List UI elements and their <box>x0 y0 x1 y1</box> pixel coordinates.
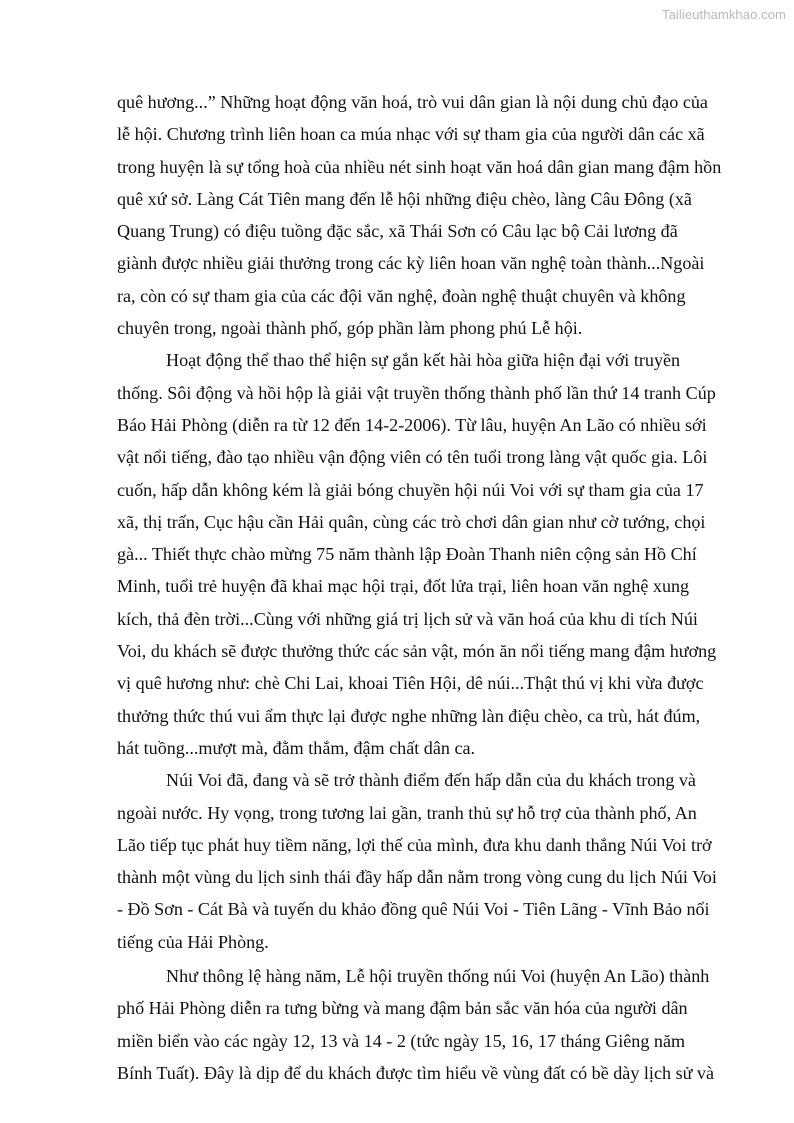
text-line: miền biển vào các ngày 12, 13 và 14 - 2 (tức ngày 15, 16, 17 tháng Giêng năm <box>117 1030 686 1051</box>
text-line: Voi, du khách sẽ được thưởng thức các sản vật, món ăn nổi tiếng mang đậm hương <box>117 641 717 662</box>
watermark: Tailieuthamkhao.com <box>661 7 786 22</box>
text-line: Lão tiếp tục phát huy tiềm năng, lợi thế của mình, đưa khu danh thắng Núi Voi trở <box>117 834 712 855</box>
paragraph-1 <box>117 86 743 344</box>
text-line: thành một vùng du lịch sinh thái đầy hấp dẫn nằm trong vòng cung du lịch Núi Voi <box>117 867 717 888</box>
text-line: quê xứ sở. Làng Cát Tiên mang đến lễ hội những điệu chèo, làng Câu Đông (xã <box>117 188 692 209</box>
text-line: chuyên trong, ngoài thành phố, góp phần làm phong phú Lễ hội. <box>117 318 583 339</box>
text-line: Báo Hải Phòng (diễn ra từ 12 đến 14-2-2006). Từ lâu, huyện An Lão có nhiều sới <box>117 414 707 435</box>
text-line: Minh, tuổi trẻ huyện đã khai mạc hội trại, đốt lửa trại, liên hoan văn nghệ xung <box>117 576 690 597</box>
text-line: phố Hải Phòng diễn ra tưng bừng và mang đậm bản sắc văn hóa của người dân <box>117 998 688 1019</box>
text-line: Quang Trung) có điệu tuồng đặc sắc, xã Thái Sơn có Câu lạc bộ Cải lương đã <box>117 221 678 242</box>
text-line: vật nổi tiếng, đào tạo nhiều vận động viên có tên tuổi trong làng vật quốc gia. Lôi <box>117 447 708 468</box>
text-line: trong huyện là sự tổng hoà của nhiều nét sinh hoạt văn hoá dân gian mang đậm hồn <box>117 156 722 177</box>
text-line: tiếng của Hải Phòng. <box>117 931 269 952</box>
text-line: vị quê hương như: chè Chi Lai, khoai Tiên Hội, dê núi...Thật thú vị khi vừa được <box>117 673 704 694</box>
paragraph-3 <box>117 764 743 958</box>
text-line: lễ hội. Chương trình liên hoan ca múa nhạc với sự tham gia của người dân các xã <box>117 124 705 145</box>
text-line: ra, còn có sự tham gia của các đội văn nghệ, đoàn nghệ thuật chuyên và không <box>117 285 686 306</box>
text-line: - Đồ Sơn - Cát Bà và tuyến du khảo đồng quê Núi Voi - Tiên Lãng - Vĩnh Bảo nổi <box>117 899 710 920</box>
document-body <box>117 86 743 1089</box>
text-line: gà... Thiết thực chào mừng 75 năm thành lập Đoàn Thanh niên cộng sản Hồ Chí <box>117 544 697 565</box>
text-line: Núi Voi đã, đang và sẽ trở thành điểm đến hấp dẫn của du khách trong và <box>166 770 696 791</box>
text-line: giành được nhiều giải thưởng trong các kỳ liên hoan văn nghệ toàn thành...Ngoài <box>117 253 705 274</box>
text-line: kích, thả đèn trời...Cùng với những giá trị lịch sử và văn hoá của khu di tích Núi <box>117 608 698 629</box>
text-line: ngoài nước. Hy vọng, trong tương lai gần, tranh thủ sự hỗ trợ của thành phố, An <box>117 802 697 823</box>
text-line: cuốn, hấp dẫn không kém là giải bóng chuyền hội núi Voi với sự tham gia của 17 <box>117 479 704 500</box>
paragraph-4 <box>117 960 743 1089</box>
text-line: hát tuồng...mượt mà, đằm thắm, đậm chất dân ca. <box>117 737 476 758</box>
text-line: Như thông lệ hàng năm, Lễ hội truyền thống núi Voi (huyện An Lão) thành <box>166 966 710 987</box>
text-line: quê hương...” Những hoạt động văn hoá, trò vui dân gian là nội dung chủ đạo của <box>117 92 708 112</box>
paragraph-2 <box>117 344 743 764</box>
text-line: xã, thị trấn, Cục hậu cần Hải quân, cùng các trò chơi dân gian như cờ tướng, chọi <box>117 511 706 532</box>
text-line: thưởng thức thú vui ẩm thực lại được nghe những làn điệu chèo, ca trù, hát đúm, <box>117 705 701 726</box>
text-line: thống. Sôi động và hồi hộp là giải vật truyền thống thành phố lần thứ 14 tranh Cúp <box>117 382 716 403</box>
text-line: Bính Tuất). Đây là dịp để du khách được tìm hiểu về vùng đất có bề dày lịch sử và <box>117 1062 715 1083</box>
text-line: Hoạt động thể thao thể hiện sự gắn kết hài hòa giữa hiện đại với truyền <box>166 350 681 371</box>
